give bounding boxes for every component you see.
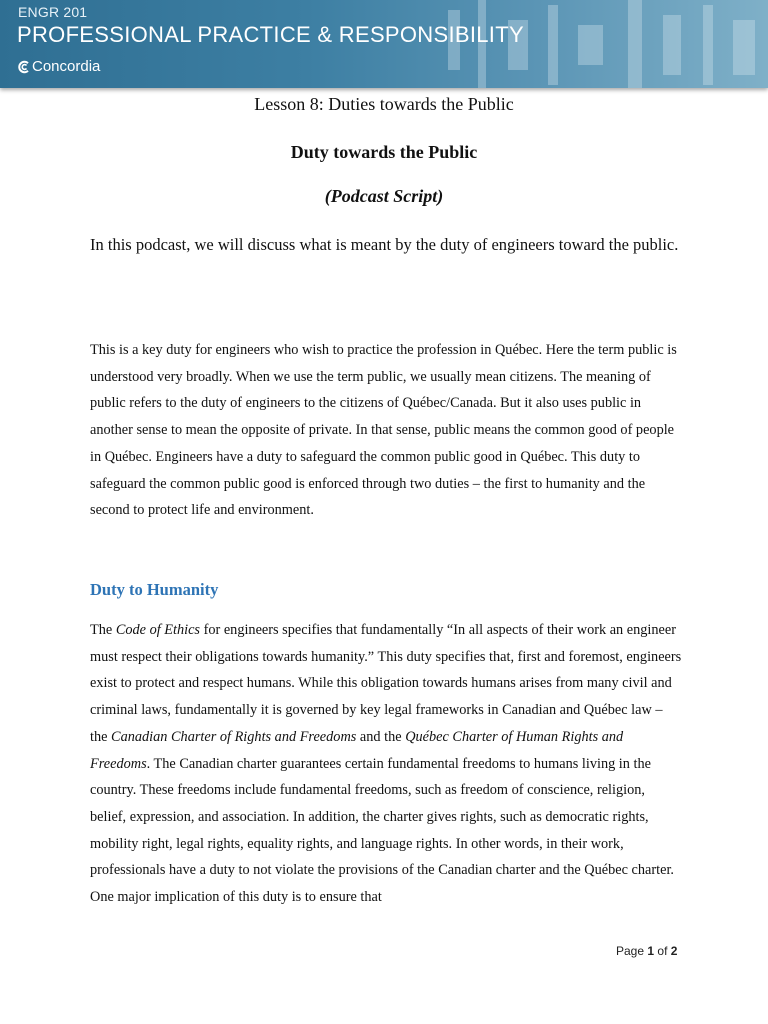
concordia-logo: [17, 58, 100, 75]
document-heading: Duty towards the Public: [290, 142, 478, 162]
of-word: of: [657, 944, 668, 958]
lesson-title: Lesson 8: Duties towards the Public: [254, 94, 514, 114]
page-total: 2: [670, 944, 678, 958]
p2-text-1: The: [90, 622, 116, 638]
document-subheading: (Podcast Script): [324, 186, 444, 206]
header-banner: [0, 0, 768, 88]
p2-italic-quebec-charter: Québec Charter of Human Rights and Freedoms: [90, 728, 624, 772]
body-paragraph-2: [90, 617, 682, 911]
section-heading: Duty to Humanity: [90, 580, 219, 599]
page-number: [616, 944, 677, 958]
p2-italic-canadian-charter: Canadian Charter of Rights and Freedoms: [111, 728, 357, 745]
page-word: Page: [616, 944, 645, 958]
concordia-logo-icon: [17, 60, 31, 74]
p2-italic-code-of-ethics: Code of Ethics: [115, 622, 200, 638]
course-code: ENGR 201: [18, 4, 88, 20]
body-paragraph-1: This is a key duty for engineers who wish to practice the profession in Québec. Here the term public is understood very broadly. When we use the term public, we usually mean citizens. The meaning of public refers to the duty of engineers to the citizens of Québec/Canada. But it also uses public in another sense to mean the opposite of private. In that sense, public means the common good of people in Québec. Engineers have a duty to safeguard the common public good in Québec. This duty to safeguard the common public good is enforced through two duties – the first to humanity and the second to protect life and environment.: [90, 342, 677, 519]
logo-text: Concordia: [32, 58, 101, 75]
p2-text-3: and the: [356, 728, 406, 745]
p2-text-2: for engineers specifies that fundamentally “In all aspects of their work an engineer must respect their obligations towards humanity.” This duty specifies that, first and foremost, engineers exist to protect and respect humans. While this obligation towards humans arises from many civil and criminal laws, fundamentally it is governed by key legal frameworks in Canadian and Québec law – the: [90, 622, 682, 745]
intro-paragraph: In this podcast, we will discuss what is meant by the duty of engineers toward the public.: [90, 235, 679, 254]
p2-text-4: . The Canadian charter guarantees certain fundamental freedoms to humans living in the country. These freedoms include fundamental freedoms, such as freedom of conscience, religion, belief, expression, and association. In addition, the charter gives rights, such as democratic rights, mobility right, legal rights, equality rights, and language rights. In other words, in their work, professionals have a duty to not violate the provisions of the Canadian charter and the Québec charter. One major implication of this duty is to ensure that: [90, 755, 674, 906]
course-title: PROFESSIONAL PRACTICE & RESPONSIBILITY: [17, 22, 524, 47]
page-current: 1: [647, 944, 655, 958]
